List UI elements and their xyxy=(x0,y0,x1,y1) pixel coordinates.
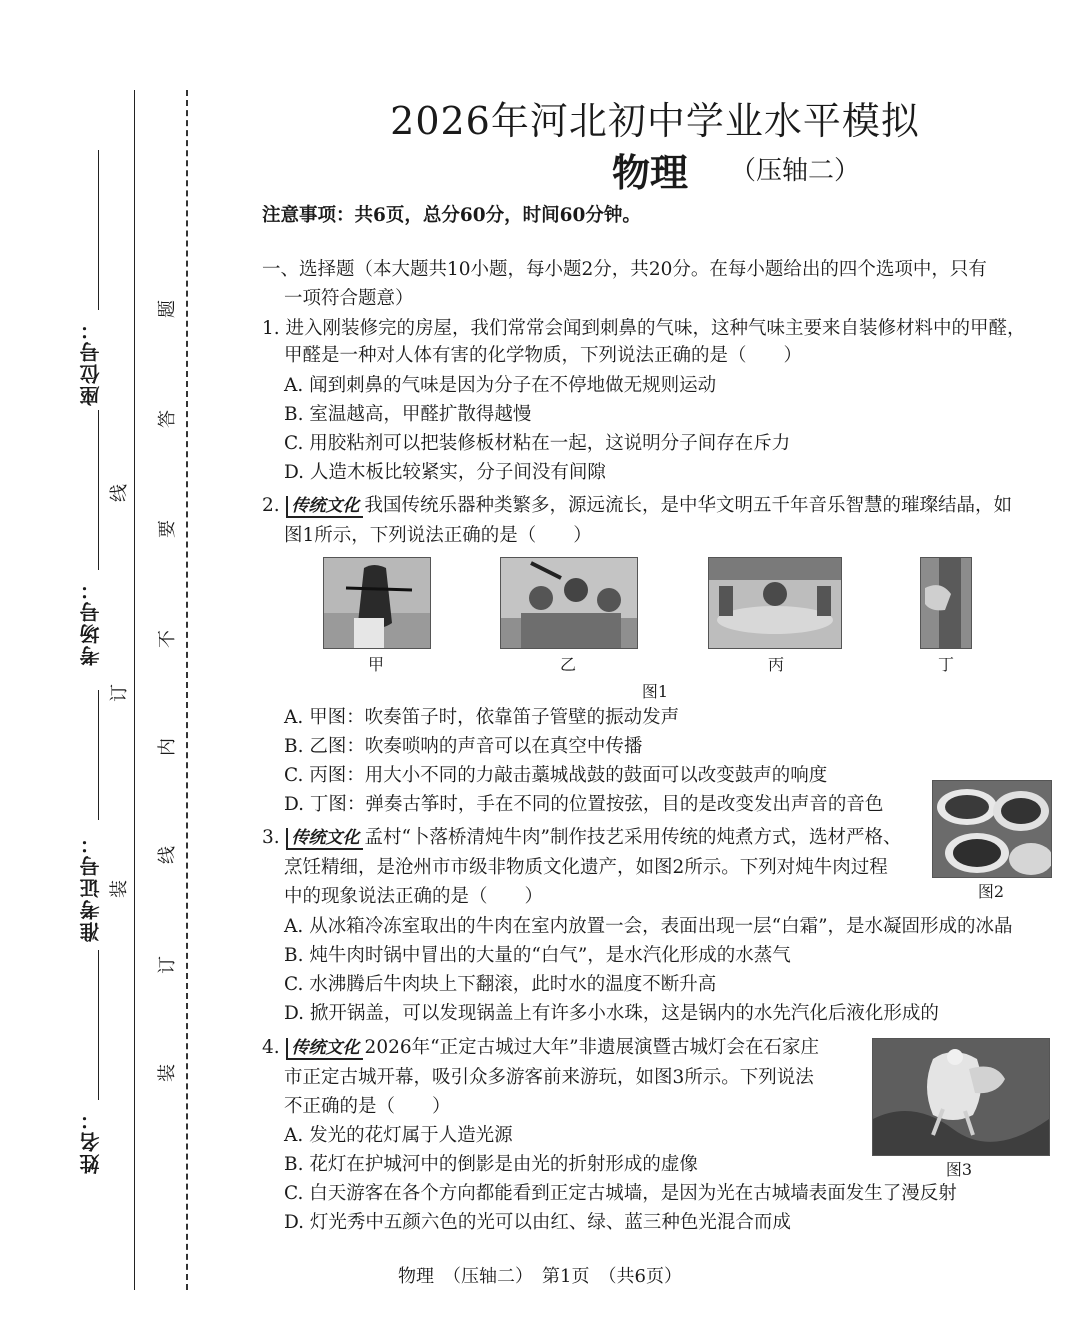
margin-char-bu: 不 xyxy=(157,630,178,648)
q1-stem-2: 甲醛是一种对人体有害的化学物质，下列说法正确的是（ ） xyxy=(284,345,803,366)
margin-char-da: 答 xyxy=(157,410,178,428)
variant-title: （压轴二） xyxy=(730,156,861,186)
figure3-label: 图3 xyxy=(945,1160,973,1179)
q3-option-b[interactable]: B. 炖牛肉时锅中冒出的大量的“白气”，是水汽化形成的水蒸气 xyxy=(284,945,791,966)
traditional-culture-tag: 传统文化 xyxy=(286,1038,363,1060)
q4-option-d[interactable]: D. 灯光秀中五颜六色的光可以由红、绿、蓝三种色光混合而成 xyxy=(284,1212,791,1233)
q2-number: 2. xyxy=(262,495,280,516)
q1-option-d[interactable]: D. 人造木板比较紧实，分子间没有间隙 xyxy=(284,462,606,483)
exam-title: 2026年河北初中学业水平模拟 xyxy=(390,99,920,143)
q2-stem-2: 图1所示，下列说法正确的是（ ） xyxy=(284,525,592,546)
binding-char-ding: 订 xyxy=(109,684,130,702)
q2-option-b[interactable]: B. 乙图：吹奏唢呐的声音可以在真空中传播 xyxy=(284,736,643,757)
notice-text: 注意事项：共6页，总分60分，时间60分钟。 xyxy=(262,205,641,226)
margin-char-yao: 要 xyxy=(157,520,178,538)
figure2-label: 图2 xyxy=(977,882,1005,901)
q1-option-a[interactable]: A. 闻到刺鼻的气味是因为分子在不停地做无规则运动 xyxy=(284,375,717,396)
page-footer: 物理 （压轴二） 第1页 （共6页） xyxy=(398,1266,682,1287)
guzheng-photo xyxy=(920,557,972,649)
exam-room-blank[interactable] xyxy=(98,410,99,570)
figure1-caption-bing: 丙 xyxy=(767,655,784,674)
q2-stem-1 xyxy=(262,492,1012,520)
q2-option-a[interactable]: A. 甲图：吹奏笛子时，依靠笛子管壁的振动发声 xyxy=(284,707,680,728)
stewed-beef-photo xyxy=(932,780,1052,878)
seat-number-blank[interactable] xyxy=(98,150,99,310)
flute-player-photo xyxy=(323,557,431,649)
margin-char-zhuang: 装 xyxy=(157,1064,178,1082)
q3-option-c[interactable]: C. 水沸腾后牛肉块上下翻滚，此时水的温度不断升高 xyxy=(284,974,717,995)
figure1-label: 图1 xyxy=(641,682,669,701)
q3-option-a[interactable]: A. 从冰箱冷冻室取出的牛肉在室内放置一会，表面出现一层“白霜”，是水凝固形成的冰晶 xyxy=(284,916,1013,937)
margin-char-xian: 线 xyxy=(157,846,178,864)
q4-option-a[interactable]: A. 发光的花灯属于人造光源 xyxy=(284,1125,513,1146)
q4-stem-text: 2026年“正定古城过大年”非遗展演暨古城灯会在石家庄 xyxy=(364,1037,820,1058)
binding-char-zhuang: 装 xyxy=(109,880,130,898)
q4-option-c[interactable]: C. 白天游客在各个方向都能看到正定古城墙，是因为光在古城墙表面发生了漫反射 xyxy=(284,1183,957,1204)
admission-number-blank[interactable] xyxy=(98,690,99,820)
margin-char-nei: 内 xyxy=(157,738,178,756)
binding-dashed-line xyxy=(186,90,188,1290)
q3-stem-3: 中的现象说法正确的是（ ） xyxy=(284,886,544,907)
q4-stem-2: 市正定古城开幕，吸引众多游客前来游玩，如图3所示。下列说法 xyxy=(284,1067,814,1088)
q2-option-c[interactable]: C. 丙图：用大小不同的力敲击藁城战鼓的鼓面可以改变鼓声的响度 xyxy=(284,765,828,786)
figure1-caption-ding: 丁 xyxy=(937,655,954,674)
traditional-culture-tag: 传统文化 xyxy=(286,496,363,518)
q3-stem-2: 烹饪精细，是沧州市市级非物质文化遗产，如图2所示。下列对炖牛肉过程 xyxy=(284,857,888,878)
lantern-show-photo xyxy=(872,1038,1050,1156)
q3-stem-text: 孟村“卜落桥清炖牛肉”制作技艺采用传统的炖煮方式，选材严格、 xyxy=(364,827,902,848)
binding-solid-line xyxy=(134,90,135,1290)
q2-stem-text: 我国传统乐器种类繁多，源远流长，是中华文明五千年音乐智慧的璀璨结晶，如 xyxy=(364,495,1013,516)
binding-char-xian: 线 xyxy=(109,484,130,502)
name-blank[interactable] xyxy=(98,950,99,1100)
figure1-caption-jia: 甲 xyxy=(367,655,384,674)
q3-number: 3. xyxy=(262,827,280,848)
exam-room-label: 考场号： xyxy=(79,578,103,666)
section1-heading: 一、选择题（本大题共10小题，每小题2分，共20分。在每小题给出的四个选项中，只有 xyxy=(262,259,987,280)
section1-heading-cont: 一项符合题意） xyxy=(284,288,414,309)
suona-players-photo xyxy=(500,557,638,649)
figure1-caption-yi: 乙 xyxy=(559,655,576,674)
war-drum-photo xyxy=(708,557,842,649)
admission-number-label: 准考证号： xyxy=(79,832,103,942)
margin-char-ding: 订 xyxy=(157,956,178,974)
q4-number: 4. xyxy=(262,1037,280,1058)
q2-option-d[interactable]: D. 丁图：弹奏古筝时，手在不同的位置按弦，目的是改变发出声音的音色 xyxy=(284,794,884,815)
q1-option-c[interactable]: C. 用胶粘剂可以把装修板材粘在一起，这说明分子间存在斥力 xyxy=(284,433,791,454)
seat-number-label: 座位号： xyxy=(79,318,103,406)
traditional-culture-tag: 传统文化 xyxy=(286,828,363,850)
margin-char-ti: 题 xyxy=(157,300,178,318)
q4-option-b[interactable]: B. 花灯在护城河中的倒影是由光的折射形成的虚像 xyxy=(284,1154,698,1175)
name-label: 姓名： xyxy=(79,1108,103,1174)
q1-option-b[interactable]: B. 室温越高，甲醛扩散得越慢 xyxy=(284,404,532,425)
q4-stem-3: 不正确的是（ ） xyxy=(284,1096,451,1117)
q1-stem-1: 1. 进入刚装修完的房屋，我们常常会闻到刺鼻的气味，这种气味主要来自装修材料中的甲醛， xyxy=(262,318,1026,339)
q4-stem-1 xyxy=(262,1034,819,1062)
q3-stem-1 xyxy=(262,824,901,852)
subject-title: 物理 xyxy=(612,150,689,195)
q3-option-d[interactable]: D. 掀开锅盖，可以发现锅盖上有许多小水珠，这是锅内的水先汽化后液化形成的 xyxy=(284,1003,939,1024)
